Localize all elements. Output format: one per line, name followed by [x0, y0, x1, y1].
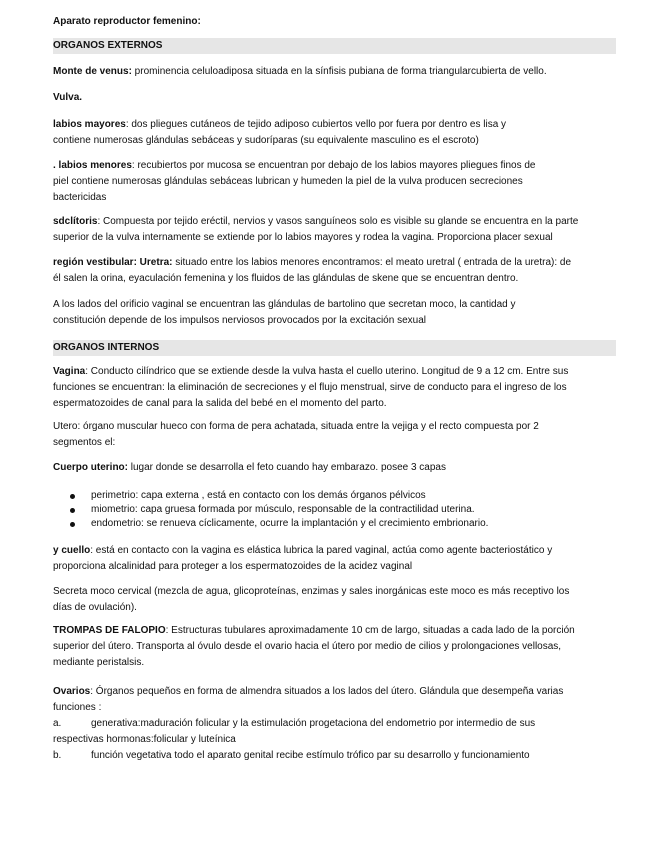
text-line: Utero: órgano muscular hueco con forma de pera achatada, situada entre la vejiga y el recto compuesta por 2 — [53, 421, 539, 432]
para-cuerpo-uterino — [53, 460, 616, 476]
list-item-label: a. — [53, 718, 62, 729]
term-clitoris: sdclítoris — [53, 216, 98, 227]
text-line: situado entre los labios menores encontramos: el meato uretral ( entrada de la uretra): de — [172, 257, 572, 268]
bullet-icon — [70, 522, 75, 527]
text-monte: prominencia celuloadiposa situada en la sínfisis pubiana de forma triangularcubierta de vello. — [131, 66, 547, 77]
text-line: lugar donde se desarrolla el feto cuando hay embarazo. posee 3 capas — [128, 462, 446, 473]
text-line: constitución depende de los impulsos nerviosos provocados por la excitación sexual — [53, 315, 426, 326]
para-vagina — [53, 364, 616, 412]
term-labios-mayores: labios mayores — [53, 119, 126, 130]
text-line: funciones se encuentran: la eliminación de secreciones y el flujo menstrual, sirve de conducto para el ingreso de los — [53, 382, 567, 393]
para-labios-menores — [53, 158, 616, 206]
text-line: : dos pliegues cutáneos de tejido adiposo cubiertos vello por fuera por dentro es lisa y — [125, 119, 507, 130]
section-header-internos: ORGANOS INTERNOS — [53, 340, 616, 356]
list-item — [53, 517, 616, 531]
para-cuello — [53, 543, 616, 575]
text-line: A los lados del orificio vaginal se encuentran las glándulas de bartolino que secretan moco, la cantidad y — [53, 299, 516, 310]
para-ovarios — [53, 684, 616, 716]
text-line: : Compuesta por tejido eréctil, nervios y vasos sanguíneos solo es visible su glande se encuentra en la parte — [97, 216, 579, 227]
para-labios-mayores — [53, 117, 616, 149]
capas-list — [53, 489, 616, 531]
list-item-text: endometrio: se renueva cíclicamente, ocurre la implantación y el crecimiento embrionario. — [91, 518, 489, 529]
para-clitoris — [53, 214, 616, 246]
text-line: él salen la orina, eyaculación femenina y los fluidos de las glándulas de skene que se encuentran dentro. — [53, 273, 519, 284]
list-item-text: respectivas hormonas:folicular y luteínica — [53, 734, 236, 745]
para-monte-de-venus — [53, 64, 616, 80]
para-vulva — [53, 90, 616, 106]
para-trompas — [53, 623, 616, 671]
ovarios-functions-list — [53, 716, 616, 764]
para-region-vestibular — [53, 255, 616, 287]
text-line: segmentos el: — [53, 437, 116, 448]
bullet-icon — [70, 508, 75, 513]
list-item-continuation — [53, 732, 616, 748]
list-item — [53, 716, 616, 732]
text-line: superior del útero. Transporta al óvulo desde el ovario hacia el útero por medio de cilios y prolongaciones vellosas, — [53, 641, 562, 652]
term-monte: Monte de venus: — [53, 66, 132, 77]
term-cuerpo-uterino: Cuerpo uterino: — [53, 462, 128, 473]
term-vulva: Vulva. — [53, 92, 83, 103]
list-item — [53, 748, 616, 764]
text-line: : Conducto cilíndrico que se extiende desde la vulva hasta el cuello uterino. Longitud de 9 a 12 cm. Entre sus — [85, 366, 569, 377]
bullet-icon — [70, 494, 75, 499]
text-line: : Estructuras tubulares aproximadamente 10 cm de largo, situadas a cada lado de la porción — [165, 625, 575, 636]
list-item — [53, 489, 616, 503]
term-cuello: y cuello — [53, 545, 91, 556]
list-item-text: generativa:maduración folicular y la estimulación progetaciona del endometrio por intermedio de sus — [91, 718, 536, 729]
list-item-text: miometrio: capa gruesa formada por músculo, responsable de la contractilidad uterina. — [91, 504, 475, 515]
document-title: Aparato reproductor femenino: — [53, 16, 201, 27]
list-item-label: b. — [53, 750, 62, 761]
term-ovarios: Ovarios — [53, 686, 91, 697]
text-line: funciones : — [53, 702, 102, 713]
text-line: días de ovulación). — [53, 602, 137, 613]
list-item-text: perimetrio: capa externa , está en contacto con los demás órganos pélvicos — [91, 490, 426, 501]
list-item-text: función vegetativa todo el aparato genital recibe estímulo trófico par su desarrollo y funcionamiento — [91, 750, 530, 761]
text-line: proporciona alcalinidad para proteger a los espermatozoides de la acidez vaginal — [53, 561, 413, 572]
para-bartolino — [53, 297, 616, 329]
list-item — [53, 503, 616, 517]
term-vestibular: región vestibular: Uretra: — [53, 257, 173, 268]
text-line: Secreta moco cervical (mezcla de agua, glicoproteínas, enzimas y sales inorgánicas este moco es más receptivo los — [53, 586, 570, 597]
text-line: : Órganos pequeños en forma de almendra situados a los lados del útero. Glándula que desempeña varias — [90, 686, 564, 697]
term-labios-menores: . labios menores — [53, 160, 132, 171]
text-line: bactericidas — [53, 192, 107, 203]
text-line: : está en contacto con la vagina es elástica lubrica la pared vaginal, actúa como agente bacteriostático y — [90, 545, 553, 556]
text-line: piel contiene numerosas glándulas sebáceas lubrican y humeden la piel de la vulva producen secreciones — [53, 176, 523, 187]
text-line: superior de la vulva internamente se extiende por lo labios mayores y rodea la vagina. Proporciona placer sexual — [53, 232, 553, 243]
text-line: : recubiertos por mucosa se encuentran por debajo de los labios mayores pliegues finos de — [131, 160, 536, 171]
term-vagina: Vagina — [53, 366, 86, 377]
para-moco — [53, 584, 616, 616]
para-utero — [53, 419, 616, 451]
text-line: espermatozoides de canal para la salida del bebé en el momento del parto. — [53, 398, 387, 409]
term-trompas: TROMPAS DE FALOPIO — [53, 625, 166, 636]
text-line: contiene numerosas glándulas sebáceas y sudoríparas (su equivalente masculino es el escroto) — [53, 135, 479, 146]
section-header-externos: ORGANOS EXTERNOS — [53, 38, 616, 54]
text-line: mediante peristalsis. — [53, 657, 145, 668]
